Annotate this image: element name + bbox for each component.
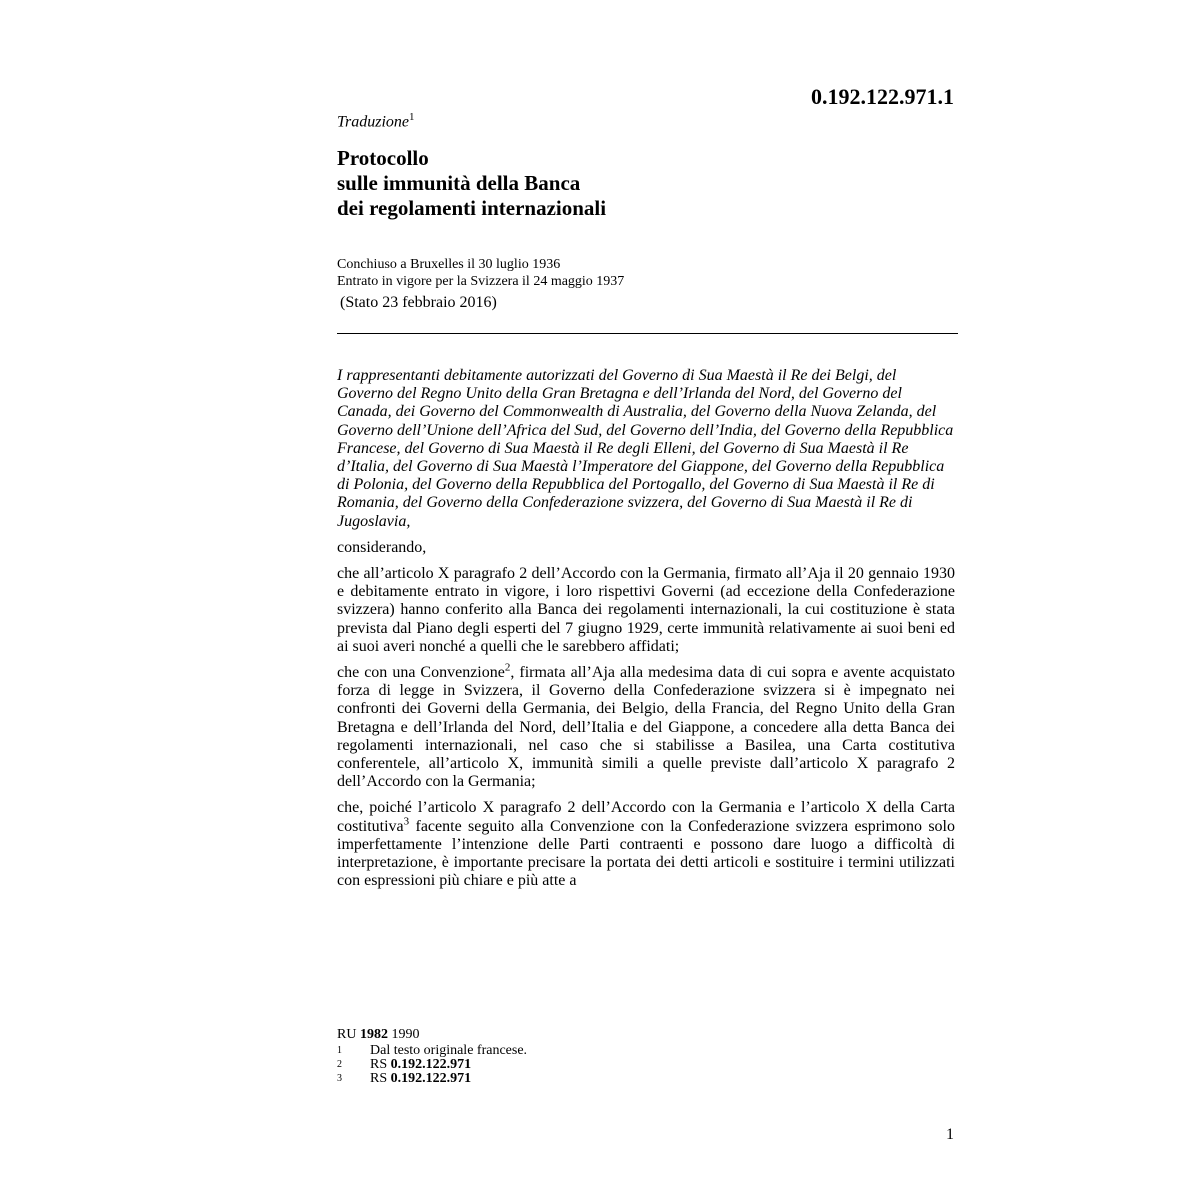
ru-reference: [337, 1027, 527, 1043]
translation-note: [337, 111, 415, 131]
footnote-text: [370, 1072, 471, 1086]
footnote-2: [337, 1058, 527, 1072]
footnote-text-plain: RS: [370, 1057, 391, 1072]
title-line-2: sulle immunità della Banca: [337, 171, 581, 195]
footnote-link-rs[interactable]: 0.192.122.971: [390, 1057, 472, 1072]
translation-label: Traduzione: [337, 113, 410, 131]
concluded-date: Conchiuso a Bruxelles il 30 luglio 1936: [337, 257, 561, 272]
header-divider: [337, 333, 958, 334]
title-line-3: dei regolamenti internazionali: [337, 196, 607, 220]
footnote-number: 3: [337, 1073, 342, 1084]
para2-text-before: che con una Convenzione: [337, 664, 505, 682]
preamble-paragraph: I rappresentanti debitamente autorizzati del Governo di Sua Maestà il Re dei Belgi, del Governo del Regno Unito della Gran Bretagna e dell’Irlanda del Nord, del Governo del Canada, dei Governo del Commonwealth di Australia, del Governo della Nuova Zelanda, del Governo dell’Unione dell’Africa del Sud, del Governo dell’India, del Governo della Repubblica Francese, del Governo di Sua Maestà il Re degli Elleni, del Governo di Sua Maestà il Re d’Italia, del Governo di Sua Maestà l’Imperatore del Giappone, del Governo della Repubblica di Polonia, del Governo della Repubblica del Portogallo, del Governo di Sua Maestà il Re di Romania, del Governo della Confederazione svizzera, del Governo di Sua Maestà il Re di Jugoslavia,: [337, 367, 954, 530]
footnote-ref-3[interactable]: 3: [403, 815, 410, 828]
document-title: [337, 146, 957, 221]
document-body: [337, 367, 955, 898]
para3-text-after: facente seguito alla Convenzione con la Confederazione svizzera esprimono solo imperfettamente l’intenzione delle Parti contraenti e possono dare luogo a difficoltà di interpretazione, è importante precisare la portata dei detti articoli e sostituire i termini utilizzati con espressioni più chiare e più atte a: [337, 817, 955, 890]
body-paragraph-1: che all’articolo X paragrafo 2 dell’Accordo con la Germania, firmato all’Aja il 20 gennaio 1930 e debitamente entrato in vigore, i loro rispettivi Governi (ad eccezione della Confederazione svizzera) hanno conferito alla Banca dei regolamenti internazionali, la cui costituzione è stata prevista dal Piano degli esperti del 7 giugno 1929, certe immunità relativamente ai suoi beni ed ai suoi averi nonché a quelli che le sarebbero affidati;: [337, 565, 955, 655]
footnote-ref-2[interactable]: 2: [504, 661, 511, 674]
ru-prefix: RU: [337, 1027, 360, 1042]
body-paragraph-2: [337, 661, 956, 791]
footnote-ref-1[interactable]: 1: [409, 111, 415, 123]
ru-page: 1990: [387, 1027, 420, 1042]
footnote-number: 1: [337, 1045, 342, 1056]
document-meta: [337, 256, 624, 313]
considering-paragraph: considerando,: [337, 538, 427, 556]
footnote-text: [370, 1044, 527, 1058]
footnote-link-rs[interactable]: 0.192.122.971: [390, 1071, 472, 1086]
para2-text-after: , firmata all’Aja alla medesima data di cui sopra e avente acquistato forza di legge in Svizzera, il Governo della Confederazione svizzera si è impegnato nei confronti dei Governi della Germania, dei Belgio, della Francia, del Regno Unito della Gran Bretagna e dell’Irlanda del Nord, dell’Italia e del Giappone, a concedere alla detta Banca dei regolamenti internazionali, nel caso che si stabilisse a Basilea, una Carta costitutiva conferentele, all’articolo X, immunità simili a quelle previste dall’articolo X paragrafo 2 dell’Accordo con la Germania;: [337, 664, 956, 791]
footnote-1: [337, 1044, 527, 1058]
footnote-text-plain: Dal testo originale francese.: [370, 1043, 528, 1058]
footnote-number: 2: [337, 1059, 342, 1070]
footnote-text-plain: RS: [370, 1071, 391, 1086]
page-number: 1: [946, 1126, 954, 1143]
footnote-text: [370, 1058, 471, 1072]
title-line-1: Protocollo: [337, 146, 429, 170]
footnote-3: [337, 1072, 527, 1086]
footnotes-section: [337, 1027, 527, 1086]
sr-number: 0.192.122.971.1: [811, 84, 954, 109]
body-paragraph-3: [337, 799, 955, 890]
status-date: (Stato 23 febbraio 2016): [340, 294, 497, 311]
ru-year: 1982: [359, 1027, 388, 1042]
para3-text-before: che, poiché l’articolo X paragrafo 2 dell’Accordo con la Germania e l’articolo X della Carta costitutiva: [337, 799, 955, 835]
in-force-date: Entrato in vigore per la Svizzera il 24 maggio 1937: [337, 274, 625, 289]
